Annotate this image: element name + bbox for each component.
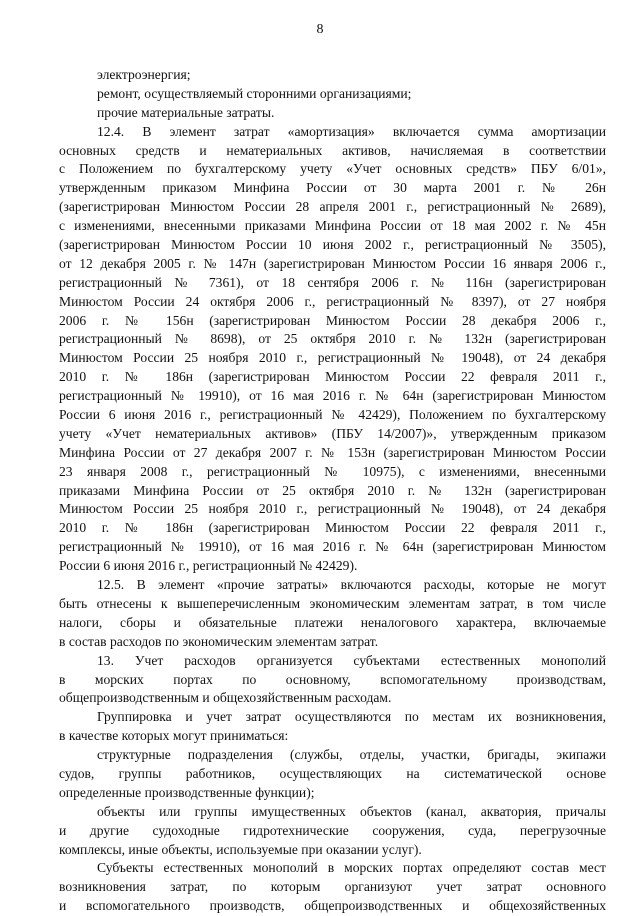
text-line: Минюстом России 25 ноября 2010 г., регистрационный № 19048), от 24 декабря — [59, 501, 606, 517]
text-line: регистрационный № 8698), от 25 октября 2010 г. № 132н (зарегистрирован — [59, 331, 606, 347]
text-line: России 6 июня 2016 г., регистрационный № 42429), Положением по бухгалтерскому — [59, 407, 606, 423]
text-line: Группировка и учет затрат осуществляются по местам их возникновения, — [97, 709, 606, 725]
text-line: утвержденным приказом Минфина России от 30 марта 2001 г. № 26н — [59, 180, 606, 196]
text-line: быть отнесены к вышеперечисленным экономическим элементам затрат, в том числе — [59, 595, 606, 611]
text-line: объекты или группы имущественных объектов (канал, акватория, причалы — [97, 803, 606, 819]
text-line: налоги, сборы и обязательные платежи неналогового характера, включаемые — [59, 614, 606, 630]
text-line: комплексы, иные объекты, используемые при оказании услуг). — [59, 841, 422, 857]
text-line: 12.4. В элемент затрат «амортизация» включается сумма амортизации — [97, 123, 606, 139]
text-line: Минюстом России 24 октября 2006 г., регистрационный № 8397), от 27 ноября — [59, 293, 606, 309]
text-line: с Положением по бухгалтерскому учету «Учет основных средств» ПБУ 6/01», — [59, 161, 606, 177]
text-line: в состав расходов по экономическим элементам затрат. — [59, 633, 379, 649]
text-line: учету «Учет нематериальных активов» (ПБУ 14/2007)», утвержденным приказом — [59, 425, 606, 441]
text-line: регистрационный № 7361), от 18 сентября 2006 г. № 116н (зарегистрирован — [59, 274, 606, 290]
text-line: в морских портах по основному, вспомогательному производствам, — [59, 671, 606, 687]
text-line: приказами Минфина России от 25 октября 2010 г. № 132н (зарегистрирован — [59, 482, 606, 498]
text-line: Минюстом России 25 ноября 2010 г., регистрационный № 19048), от 24 декабря — [59, 350, 606, 366]
text-line: 12.5. В элемент «прочие затраты» включаются расходы, которые не могут — [97, 577, 606, 593]
text-line: 2010 г. № 186н (зарегистрирован Минюстом России 22 февраля 2011 г., — [59, 369, 606, 385]
text-line: основных средств и нематериальных активов, начисляемая в соответствии — [59, 142, 606, 158]
text-line: прочие материальные затраты. — [97, 104, 275, 120]
text-line: Минфина России от 27 декабря 2007 г. № 153н (зарегистрирован Минюстом России — [59, 444, 606, 460]
text-line: и другие судоходные гидротехнические сооружения, суда, перегрузочные — [59, 822, 606, 838]
text-line: (зарегистрирован Минюстом России 10 июня 2002 г., регистрационный № 3505), — [59, 237, 606, 253]
text-line: 2010 г. № 186н (зарегистрирован Минюстом России 22 февраля 2011 г., — [59, 520, 606, 536]
text-line: 13. Учет расходов организуется субъектами естественных монополий — [97, 652, 606, 668]
text-line: России 6 июня 2016 г., регистрационный № 42429). — [59, 558, 358, 574]
text-line: ремонт, осуществляемый сторонними организациями; — [97, 85, 412, 101]
text-line: с изменениями, внесенными приказами Минфина России от 18 мая 2002 г. № 45н — [59, 218, 606, 234]
page-number: 8 — [316, 22, 324, 37]
text-line: возникновения затрат, по которым организуют учет затрат основного — [59, 879, 606, 895]
text-line: от 12 декабря 2005 г. № 147н (зарегистрирован Минюстом России 16 января 2006 г., — [59, 255, 606, 271]
text-line: и вспомогательного производств, общепроизводственных и общехозяйственных — [59, 898, 606, 914]
text-line: общепроизводственным и общехозяйственным расходам. — [59, 690, 392, 706]
text-line: 23 января 2008 г., регистрационный № 10975), с изменениями, внесенными — [59, 463, 606, 479]
text-line: регистрационный № 19910), от 16 мая 2016 г. № 64н (зарегистрирован Минюстом — [59, 539, 606, 555]
text-line: регистрационный № 19910), от 16 мая 2016 г. № 64н (зарегистрирован Минюстом — [59, 388, 606, 404]
text-line: 2006 г. № 156н (зарегистрирован Минюстом России 28 декабря 2006 г., — [59, 312, 606, 328]
text-line: структурные подразделения (службы, отделы, участки, бригады, экипажи — [97, 747, 606, 763]
text-line: судов, группы работников, осуществляющих на систематической основе — [59, 765, 606, 781]
text-line: электроэнергия; — [97, 67, 191, 82]
body-text — [59, 66, 606, 916]
text-line: Субъекты естественных монополий в морских портах определяют состав мест — [97, 860, 606, 876]
text-line: определенные производственные функции); — [59, 784, 315, 800]
text-line: в качестве которых могут приниматься: — [59, 728, 289, 744]
text-line: (зарегистрирован Минюстом России 28 апреля 2001 г., регистрационный № 2689), — [59, 199, 606, 215]
